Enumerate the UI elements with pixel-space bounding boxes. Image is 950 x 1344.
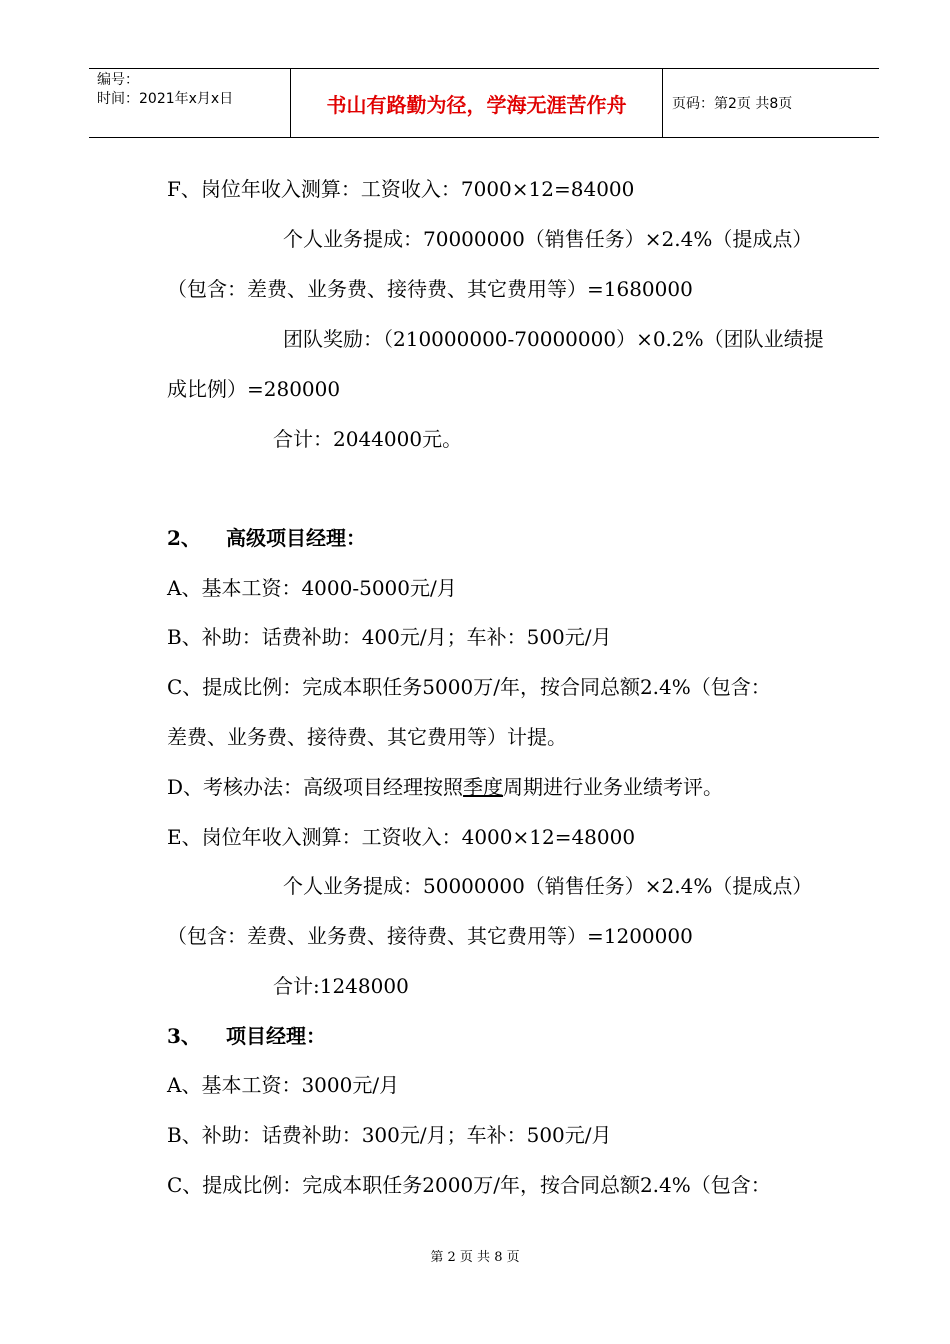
paragraph-line: B、补助：话费补助：400元/月；车补：500元/月: [167, 625, 612, 649]
paragraph-line: 团队奖励：（210000000-70000000）×0.2%（团队业绩提: [283, 327, 824, 351]
text-run: D、考核办法：高级项目经理按照: [167, 775, 464, 799]
section-number: 2、: [167, 526, 201, 550]
paragraph-line: A、基本工资：4000-5000元/月: [167, 576, 457, 600]
header-meta: [89, 69, 291, 137]
section-title: 项目经理：: [226, 1024, 326, 1048]
paragraph-line: C、提成比例：完成本职任务5000万/年，按合同总额2.4%（包含：: [167, 675, 771, 699]
page-header: [89, 68, 879, 138]
paragraph-line: C、提成比例：完成本职任务2000万/年，按合同总额2.4%（包含：: [167, 1173, 771, 1197]
paragraph-line: F、岗位年收入测算：工资收入：7000×12=84000: [167, 177, 635, 201]
paragraph-line: （包含：差费、业务费、接待费、其它费用等）=1680000: [167, 277, 693, 301]
paragraph-line: 合计：2044000元。: [273, 427, 463, 451]
paragraph-line: [167, 775, 723, 799]
time-label: 时间：2021年x月x日: [97, 91, 234, 107]
paragraph-line: 差费、业务费、接待费、其它费用等）计提。: [167, 725, 567, 749]
paragraph-line: A、基本工资：3000元/月: [167, 1073, 400, 1097]
paragraph-line: 个人业务提成：70000000（销售任务）×2.4%（提成点）: [283, 227, 813, 251]
page-footer: 第 2 页 共 8 页: [430, 1250, 520, 1265]
paragraph-line: （包含：差费、业务费、接待费、其它费用等）=1200000: [167, 924, 693, 948]
number-label: 编号：: [97, 72, 139, 88]
section-number: 3、: [167, 1024, 201, 1048]
paragraph-line: 合计:1248000: [273, 974, 409, 998]
section-title: 高级项目经理：: [226, 526, 366, 550]
paragraph-line: E、岗位年收入测算：工资收入：4000×12=48000: [167, 825, 636, 849]
text-run: 周期进行业务业绩考评。: [503, 775, 724, 799]
underlined-text: 季度: [463, 775, 504, 799]
paragraph-line: 成比例）=280000: [167, 377, 341, 401]
paragraph-line: B、补助：话费补助：300元/月；车补：500元/月: [167, 1123, 612, 1147]
paragraph-line: 个人业务提成：50000000（销售任务）×2.4%（提成点）: [283, 874, 813, 898]
header-page-info: 页码：第2页 共8页: [672, 96, 793, 112]
header-motto: 书山有路勤为径，学海无涯苦作舟: [291, 69, 663, 137]
